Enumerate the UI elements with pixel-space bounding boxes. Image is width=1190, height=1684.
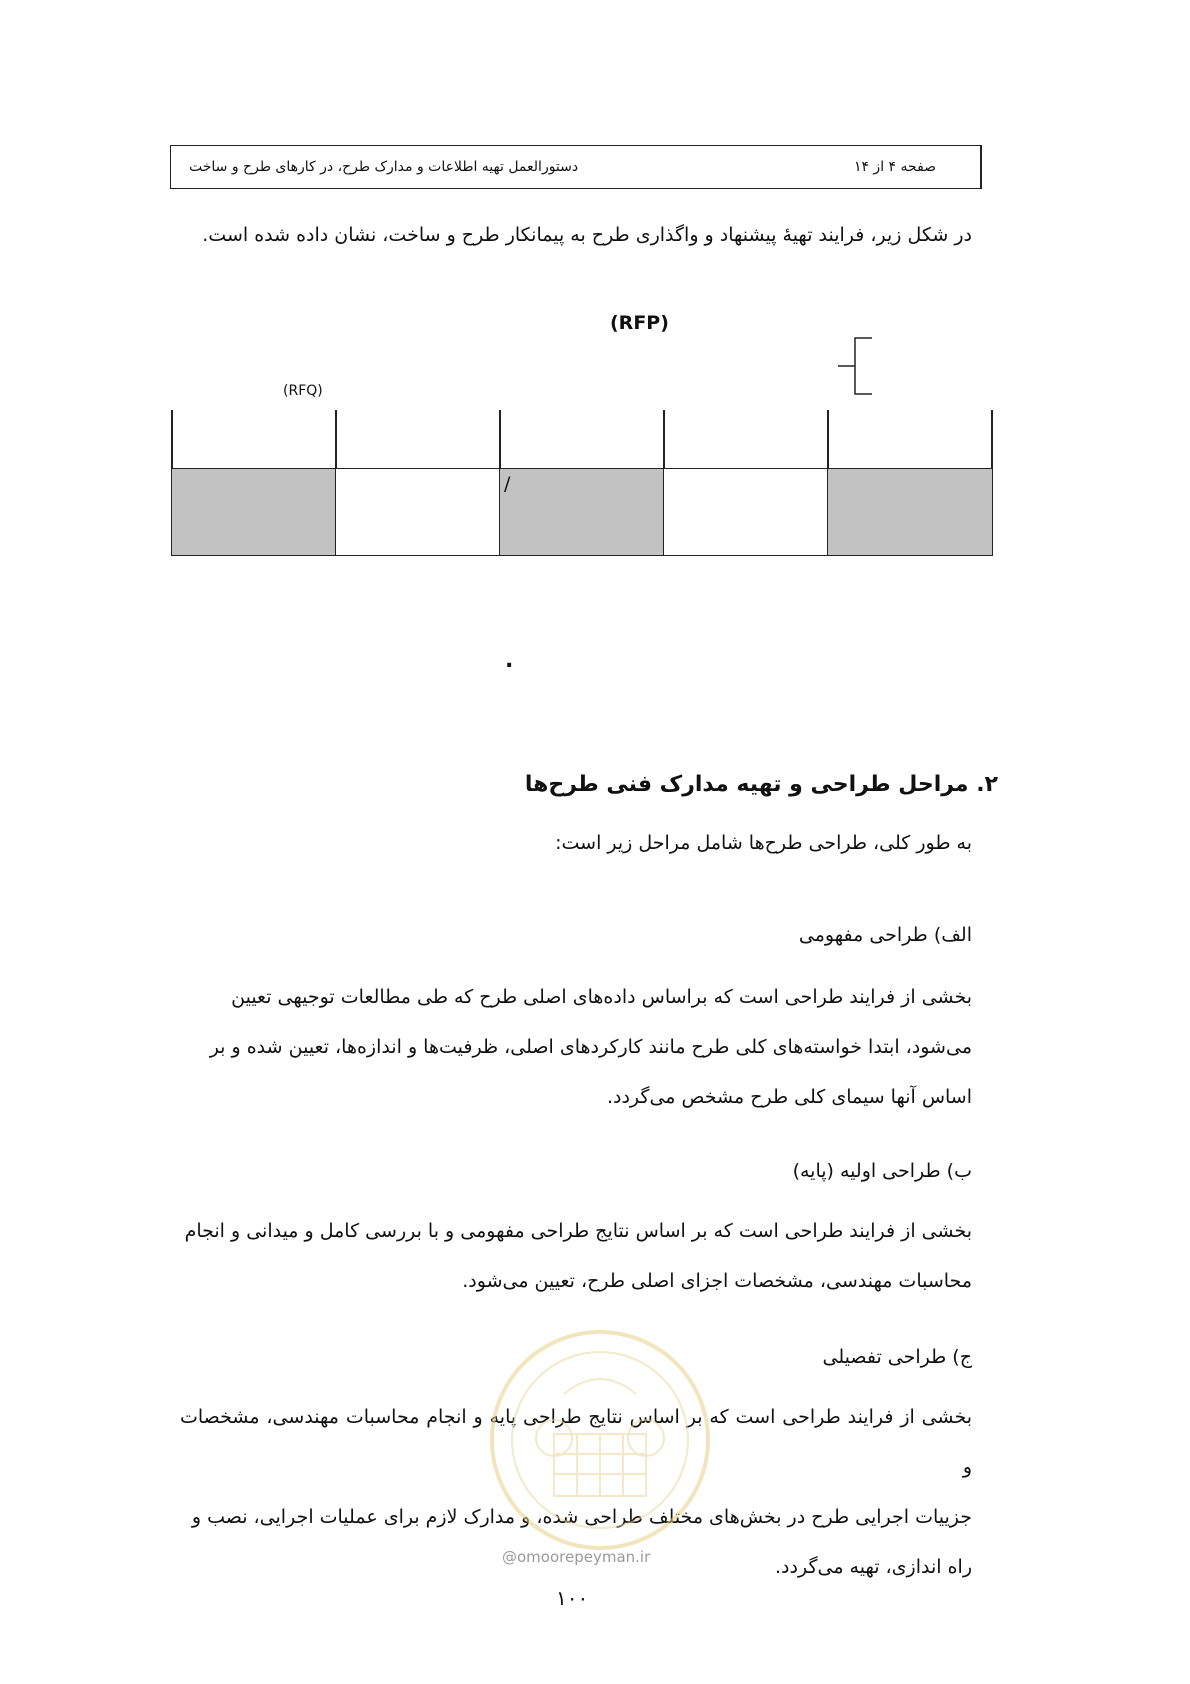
bracket-connector xyxy=(836,336,876,398)
item-line: بخشی از فرایند طراحی است که بر اساس نتایج طراحی مفهومی و با بررسی کامل و میدانی و انجام xyxy=(184,1220,972,1242)
doc-title-cell xyxy=(171,146,810,188)
process-diagram xyxy=(171,410,993,556)
rfq-label: (RFQ) xyxy=(283,383,323,399)
watermark-seal-icon xyxy=(490,1330,710,1550)
page-label: صفحه ۴ از ۱۴ xyxy=(853,159,937,175)
watermark-site: @omoorepeyman.ir xyxy=(502,1548,651,1566)
item-title: الف) طراحی مفهومی xyxy=(798,924,972,946)
diagram-box xyxy=(171,468,337,556)
item-title: ج) طراحی تفصیلی xyxy=(822,1346,972,1368)
item-line: می‌شود، ابتدا خواسته‌های کلی طرح مانند کارکردهای اصلی، ظرفیت‌ها و اندازه‌ها، تعیین شده و بر xyxy=(209,1036,972,1058)
slash-mark: / xyxy=(504,473,511,495)
diagram-box xyxy=(827,468,993,556)
item-body xyxy=(180,1206,972,1306)
item-title: ب) طراحی اولیه (پایه) xyxy=(792,1160,972,1182)
section-heading: ۲. مراحل طراحی و تهیه مدارک فنی طرح‌ها xyxy=(524,772,998,797)
section-lead: به طور کلی، طراحی طرح‌ها شامل مراحل زیر است: xyxy=(555,832,972,854)
item-line: جزییات اجرایی طرح در بخش‌های مختلف طراحی شده، و مدارک لازم برای عملیات اجرایی، نصب و xyxy=(191,1506,972,1528)
page-label-cell xyxy=(810,146,981,188)
diagram-box xyxy=(663,468,829,556)
page-header xyxy=(170,145,982,189)
page-number: ۱۰۰ xyxy=(556,1586,589,1610)
rfp-label: (RFP) xyxy=(610,312,669,334)
item-line: محاسبات مهندسی، مشخصات اجزای اصلی طرح، تعیین می‌شود. xyxy=(462,1270,972,1292)
stray-dot: . xyxy=(505,648,514,673)
diagram-box xyxy=(499,468,665,556)
item-body xyxy=(180,972,972,1122)
doc-title: دستورالعمل تهیه اطلاعات و مدارک طرح، در کارهای طرح و ساخت xyxy=(189,159,579,175)
diagram-box xyxy=(335,468,501,556)
intro-text: در شکل زیر، فرایند تهیۀ پیشنهاد و واگذاری طرح به پیمانکار طرح و ساخت، نشان داده شده است. xyxy=(202,224,972,246)
item-line: بخشی از فرایند طراحی است که براساس داده‌های اصلی طرح که طی مطالعات توجیهی تعیین xyxy=(231,986,972,1008)
item-line: بخشی از فرایند طراحی است که بر اساس نتایج طراحی پایه و انجام محاسبات مهندسی، مشخصات و xyxy=(180,1406,972,1478)
item-line: اساس آنها سیمای کلی طرح مشخص می‌گردد. xyxy=(606,1086,972,1108)
item-line: راه اندازی، تهیه می‌گردد. xyxy=(775,1556,972,1578)
